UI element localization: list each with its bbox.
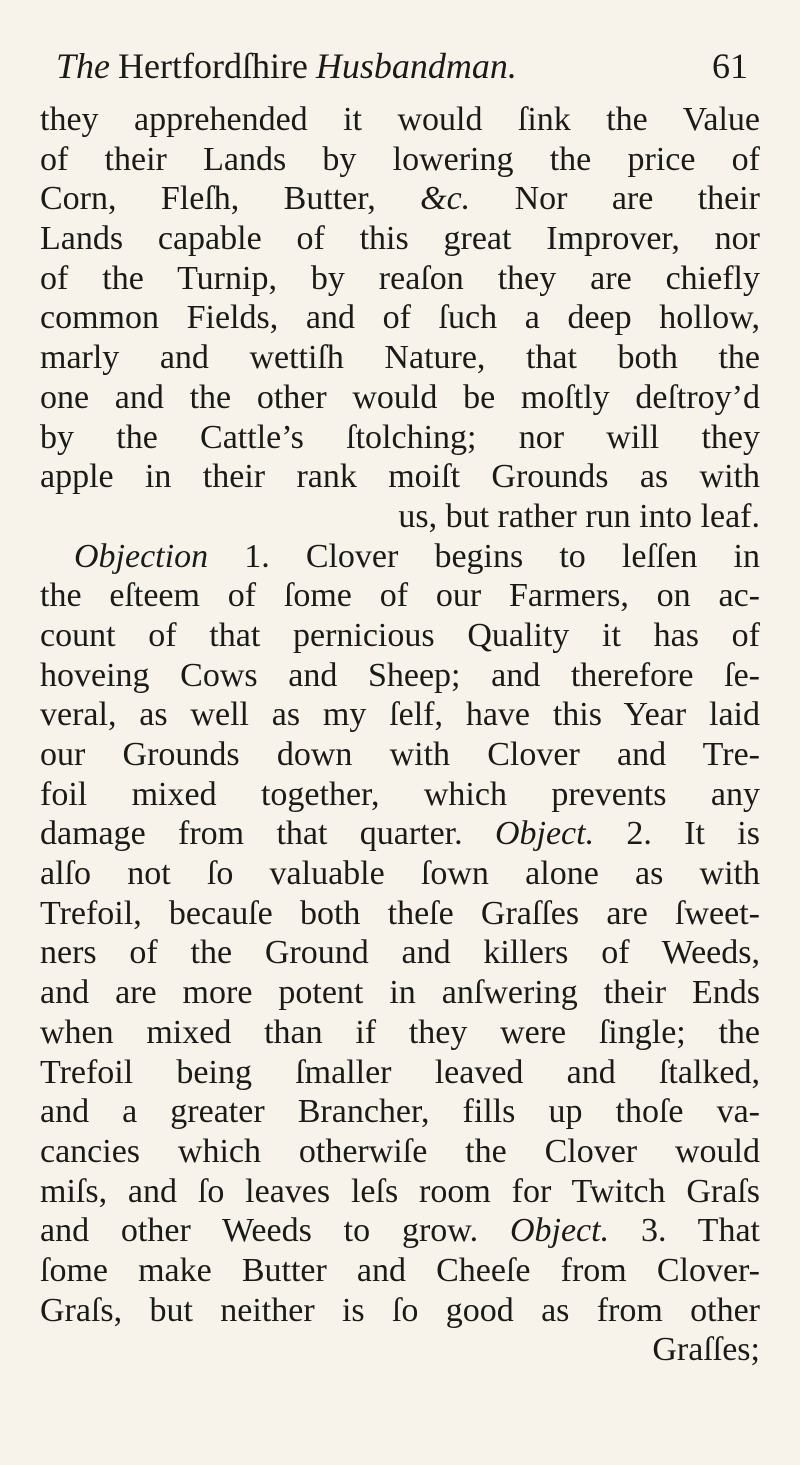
page-number: 61	[712, 46, 748, 86]
text-segment: when mixed than if they were ſingle; the	[40, 1013, 760, 1051]
text-line	[40, 1053, 760, 1093]
running-head	[40, 38, 760, 94]
text-segment: Corn, Fleſh, Butter,	[40, 180, 421, 218]
text-segment: 1. Clover begins to leſſen in	[208, 537, 760, 575]
text-segment: damage from that quarter.	[40, 815, 495, 853]
text-line	[40, 1211, 760, 1251]
text-segment: and a greater Brancher, fills up thoſe va-	[40, 1093, 760, 1131]
running-head-title: Husbandman.	[315, 46, 517, 86]
text-segment: &c.	[420, 180, 471, 218]
text-segment: of the Turnip, by reaſon they are chiefly	[40, 259, 760, 297]
text-segment: one and the other would be moſtly deſtroy’d	[40, 378, 760, 416]
text-segment: Trefoil being ſmaller leaved and ſtalked,	[40, 1053, 760, 1091]
text-segment: our Grounds down with Clover and Tre-	[40, 736, 760, 773]
text-line	[40, 894, 760, 934]
text-segment: ners of the Ground and killers of Weeds,	[40, 934, 760, 972]
text-line	[40, 1291, 760, 1331]
text-segment: ſome make Butter and Cheeſe from Clover-	[40, 1251, 760, 1289]
text-segment: veral, as well as my ſelf, have this Year laid	[40, 696, 760, 734]
text-segment: by the Cattle’s ſtolching; nor will they	[40, 418, 760, 456]
text-line	[40, 656, 760, 696]
text-line	[40, 854, 760, 894]
text-segment: count of that pernicious Quality it has of	[40, 616, 760, 654]
text-segment: alſo not ſo valuable ſown alone as with	[40, 855, 760, 893]
text-segment: Lands capable of this great Improver, nor	[40, 220, 760, 258]
text-line	[40, 1132, 760, 1172]
text-segment: miſs, and ſo leaves leſs room for Twitch Graſs	[40, 1172, 760, 1210]
text-line	[40, 1251, 760, 1291]
text-line	[40, 179, 760, 219]
text-line	[40, 814, 760, 854]
text-line	[40, 100, 760, 140]
text-segment: Trefoil, becauſe both theſe Graſſes are ſweet-	[40, 894, 760, 932]
text-line	[40, 695, 760, 735]
text-segment: hoveing Cows and Sheep; and therefore ſe-	[40, 656, 760, 694]
text-line	[40, 497, 760, 537]
text-segment: apple in their rank moiſt Grounds as with	[40, 458, 760, 496]
text-line	[40, 576, 760, 616]
text-segment: of their Lands by lowering the price of	[40, 140, 760, 178]
text-segment: marly and wettiſh Nature, that both the	[40, 339, 760, 377]
text-line	[40, 1092, 760, 1132]
text-line	[40, 775, 760, 815]
text-segment: Object.	[509, 1212, 610, 1250]
text-segment: they apprehended it would ſink the Value	[40, 101, 760, 138]
text-line	[40, 259, 760, 299]
text-segment: foil mixed together, which prevents any	[40, 775, 760, 813]
text-segment: 3. That	[609, 1212, 760, 1250]
text-segment: Objection	[74, 537, 209, 575]
text-segment: and are more potent in anſwering their Ends	[40, 974, 760, 1012]
text-segment: Nor are their	[470, 180, 760, 218]
text-line	[40, 457, 760, 497]
text-line	[40, 973, 760, 1013]
text-line	[40, 1013, 760, 1053]
text-line	[40, 735, 760, 775]
text-segment: Graſs, but neither is ſo good as from other	[40, 1291, 760, 1329]
text-line	[40, 537, 760, 577]
text-segment: the eſteem of ſome of our Farmers, on ac-	[40, 577, 760, 615]
text-line	[40, 338, 760, 378]
text-segment: and other Weeds to grow.	[40, 1212, 510, 1250]
text-line	[40, 378, 760, 418]
text-line	[40, 418, 760, 458]
text-segment: us, but rather run into leaf.	[398, 497, 760, 535]
text-line	[40, 1172, 760, 1212]
text-line	[40, 140, 760, 180]
text-line	[40, 1330, 760, 1370]
text-line	[40, 616, 760, 656]
text-line	[40, 219, 760, 259]
text-segment: Graſſes;	[652, 1331, 760, 1369]
text-line	[40, 933, 760, 973]
text-segment: common Fields, and of ſuch a deep hollow,	[40, 299, 760, 337]
text-line	[40, 298, 760, 338]
body-text	[40, 100, 760, 1370]
text-segment: cancies which otherwiſe the Clover would	[40, 1132, 760, 1170]
text-segment: 2. It is	[594, 815, 760, 853]
running-head-the: The	[56, 46, 110, 86]
text-segment: Object.	[494, 815, 595, 853]
running-head-county: Hertfordſhire	[118, 46, 308, 86]
